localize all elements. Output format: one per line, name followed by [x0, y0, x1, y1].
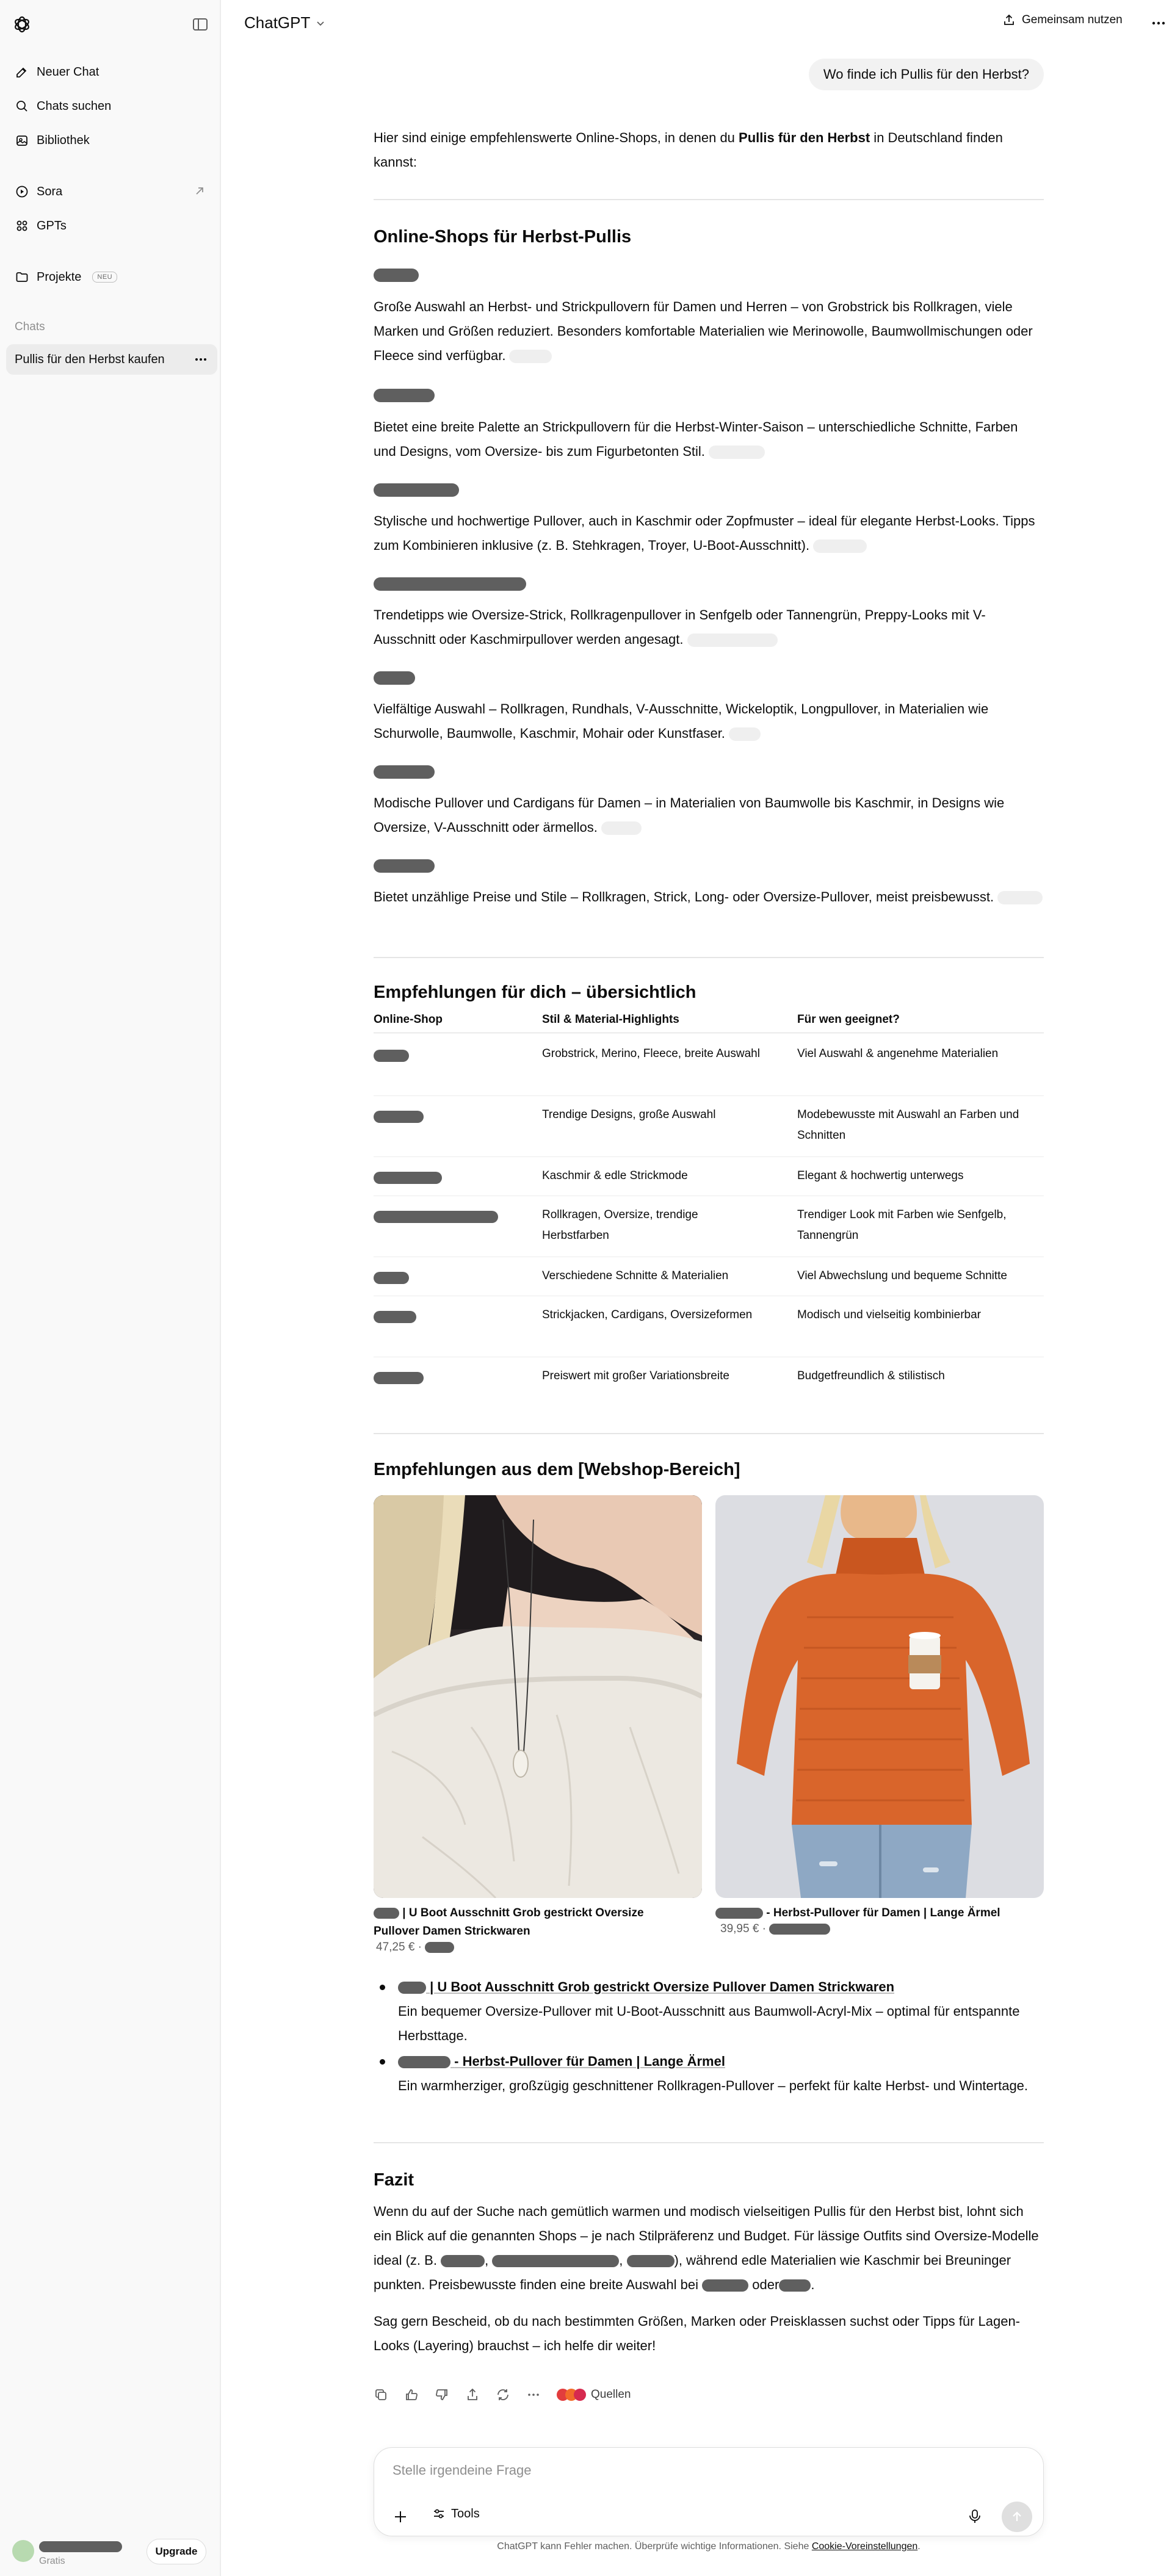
redacted-merchant — [769, 1924, 830, 1935]
intro-paragraph — [374, 126, 1044, 175]
search-icon — [15, 99, 29, 114]
table-header-style: Stil & Material-Highlights — [542, 1013, 679, 1026]
source-chip[interactable] — [729, 727, 761, 741]
sora-icon — [15, 184, 29, 199]
more-options-icon[interactable] — [1150, 15, 1167, 32]
new-badge: NEU — [92, 272, 117, 283]
regenerate-icon[interactable] — [496, 2387, 510, 2402]
source-chip[interactable] — [997, 891, 1043, 904]
message-composer — [374, 2447, 1044, 2536]
product-title[interactable] — [374, 1904, 691, 1941]
avatar[interactable] — [12, 2540, 34, 2562]
share-label: Gemeinsam nutzen — [1022, 13, 1123, 26]
sidebar-item-label: Bibliothek — [37, 133, 90, 147]
redacted-brand — [715, 1908, 763, 1919]
shop-description — [374, 885, 1044, 909]
table-cell-audience: Elegant & hochwertig unterwegs — [797, 1169, 964, 1182]
redacted-product-link[interactable] — [627, 2255, 675, 2267]
chat-title: Pullis für den Herbst kaufen — [15, 352, 165, 366]
disclaimer-end: . — [917, 2541, 921, 2552]
table-cell-audience: Viel Abwechslung und bequeme Schnitte — [797, 1269, 1008, 1282]
table-header-audience: Für wen geeignet? — [797, 1013, 900, 1026]
sidebar-item-library[interactable] — [6, 126, 215, 155]
plus-icon[interactable] — [391, 2508, 410, 2526]
shops-heading: Online-Shops für Herbst-Pullis — [374, 227, 632, 247]
prompt-input[interactable]: Stelle irgendeine Frage — [392, 2462, 532, 2478]
product-price-text: 47,25 € · — [376, 1941, 422, 1954]
source-favicon — [574, 2389, 586, 2401]
shop-text: Stylische und hochwertige Pullover, auch in Kaschmir oder Zopfmuster – ideal für elegante Herbst-Looks. Tipps zum Kombinieren inklusive (z. B. Stehkragen, Troyer, U-Boot-Ausschnitt). — [374, 513, 1035, 553]
table-row — [374, 1157, 1044, 1196]
share-icon — [1002, 13, 1016, 27]
upgrade-button[interactable]: Upgrade — [146, 2539, 206, 2564]
table-cell-style: Grobstrick, Merino, Fleece, breite Auswahl — [542, 1047, 760, 1060]
thumbs-up-icon[interactable] — [404, 2387, 419, 2402]
divider — [374, 957, 1044, 958]
model-name: ChatGPT — [244, 13, 311, 32]
list-item — [398, 1975, 1044, 2048]
table-row — [374, 1257, 1044, 1296]
redacted-shop-name[interactable] — [374, 577, 526, 591]
redacted-product-link[interactable] — [441, 2255, 485, 2267]
table-cell-style: Trendige Designs, große Auswahl — [542, 1108, 716, 1121]
webshop-heading: Empfehlungen aus dem [Webshop-Bereich] — [374, 1460, 740, 1479]
orange-sweater-image — [715, 1495, 1044, 1898]
table-row — [374, 1296, 1044, 1357]
shop-description — [374, 295, 1044, 368]
redacted-shop-name[interactable] — [374, 1372, 424, 1384]
closing-paragraph: Sag gern Bescheid, ob du nach bestimmten Größen, Marken oder Preisklassen suchst oder Tipps für Lagen-Looks (Layering) brauchst – ich helfe dir weiter! — [374, 2314, 1021, 2353]
redacted-shop-name[interactable] — [374, 389, 435, 402]
redacted-brand — [398, 2056, 450, 2068]
product-image[interactable] — [374, 1495, 702, 1898]
redacted-shop-name[interactable] — [374, 1111, 424, 1123]
sidebar-item-label: Projekte — [37, 270, 82, 284]
sidebar-toggle-icon[interactable] — [190, 15, 210, 34]
arrow-up-icon — [1010, 2510, 1024, 2524]
new-chat-icon — [15, 65, 29, 79]
shop-description — [374, 415, 1044, 464]
product-title[interactable] — [715, 1904, 1044, 1922]
shop-text: Bietet unzählige Preise und Stile – Rollkragen, Strick, Long- oder Oversize-Pullover, meist preisbewusst. — [374, 889, 994, 904]
intro-text: Hier sind einige empfehlenswerte Online-Shops, in denen du — [374, 130, 739, 145]
plan-label: Gratis — [39, 2556, 65, 2566]
table-row — [374, 1357, 1044, 1396]
shop-description — [374, 509, 1044, 558]
divider — [374, 2142, 1044, 2143]
table-cell-style: Preiswert mit großer Variationsbreite — [542, 1369, 729, 1382]
user-message: Wo finde ich Pullis für den Herbst? — [809, 59, 1044, 90]
table-cell-style: Verschiedene Schnitte & Materialien — [542, 1269, 729, 1282]
list-item — [398, 2049, 1044, 2098]
redacted-shop-name[interactable] — [374, 1172, 442, 1184]
tools-label: Tools — [451, 2506, 480, 2520]
sidebar-item-label: Neuer Chat — [37, 65, 99, 79]
more-options-icon[interactable] — [526, 2387, 541, 2402]
redacted-shop-link[interactable] — [779, 2279, 811, 2292]
model-selector[interactable] — [244, 13, 326, 32]
redacted-shop-link[interactable] — [702, 2279, 748, 2292]
send-button[interactable] — [1002, 2502, 1032, 2532]
sidebar-item-new-chat[interactable] — [6, 57, 215, 87]
redacted-product-link[interactable] — [492, 2255, 619, 2267]
sources-button[interactable] — [557, 2388, 631, 2401]
table-row — [374, 1035, 1044, 1096]
sidebar-item-gpts[interactable] — [6, 211, 215, 240]
product-link[interactable] — [398, 2054, 725, 2069]
sidebar-header — [0, 0, 221, 49]
fazit-paragraph: Wenn du auf der Suche nach gemütlich warmen und modisch vielseitigen Pullis für den Herbst bist, lohnt sich ein Blick auf die genannten Shops – je nach Stilpräferenz und Budget. Für lässige Outfits sind Oversize-Modelle ideal (z. B. , , ), während edle Materialien wie Kaschmir bei Breuninger punkten. Preisbewusste finden eine breite Auswahl bei oder . — [374, 2204, 1039, 2292]
redacted-shop-name[interactable] — [374, 859, 435, 873]
shop-text: Große Auswahl an Herbst- und Strickpullovern für Damen und Herren – von Grobstrick bis Rollkragen, viele Marken und Größen reduziert. Besonders komfortable Materialien wie Merinowolle, Baumwollmischungen oder Fleece sind verfügbar. — [374, 299, 1033, 363]
fazit-text: ), während edle Materialien wie Kaschmir bei Breuninger punkten. Preisbewusste finden eine breite Auswahl bei — [374, 2253, 1011, 2292]
sidebar-item-label: Sora — [37, 184, 63, 198]
share-button[interactable] — [1002, 13, 1123, 27]
library-icon — [15, 133, 29, 148]
product-price — [720, 1922, 830, 1936]
redacted-username — [39, 2541, 122, 2552]
folder-icon — [15, 270, 29, 284]
gpts-icon — [15, 218, 29, 233]
thumbs-down-icon[interactable] — [435, 2387, 449, 2402]
source-chip[interactable] — [687, 633, 778, 647]
table-cell-audience: Budgetfreundlich & stilistisch — [797, 1369, 945, 1382]
source-chip[interactable] — [813, 539, 867, 553]
openai-logo-icon[interactable] — [12, 15, 32, 34]
sidebar-item-label: GPTs — [37, 218, 67, 233]
product-title-text: | U Boot Ausschnitt Grob gestrickt Oversize Pullover Damen Strickwaren — [374, 1907, 644, 1938]
sidebar-item-projects[interactable] — [6, 262, 215, 292]
top-bar — [222, 0, 1172, 49]
chat-history-item[interactable] — [6, 344, 217, 375]
table-cell-audience: Trendiger Look mit Farben wie Senfgelb, Tannengrün — [797, 1208, 1007, 1242]
table-cell-style: Rollkragen, Oversize, trendige Herbstfarben — [542, 1208, 698, 1242]
product-price-text: 39,95 € · — [720, 1922, 766, 1935]
shop-text: Vielfältige Auswahl – Rollkragen, Rundhals, V-Ausschnitte, Wickeloptik, Longpullover, in Materialien wie Schurwolle, Baumwolle, Kaschmir, Mohair oder Kunstfaser. — [374, 701, 989, 741]
product-list — [398, 1975, 1044, 2099]
table-row — [374, 1096, 1044, 1157]
divider — [374, 199, 1044, 200]
table-heading: Empfehlungen für dich – übersichtlich — [374, 983, 696, 1002]
shop-description — [374, 603, 1044, 652]
product-price — [376, 1941, 454, 1954]
white-sweater-image — [374, 1495, 702, 1898]
cookie-settings-link[interactable]: Cookie-Voreinstellungen — [811, 2541, 918, 2552]
redacted-shop-name[interactable] — [374, 269, 419, 282]
sidebar-item-search[interactable] — [6, 92, 215, 121]
microphone-icon[interactable] — [966, 2508, 983, 2525]
account-footer[interactable] — [0, 2527, 221, 2575]
sidebar-item-label: Chats suchen — [37, 99, 112, 113]
redacted-shop-name[interactable] — [374, 1272, 409, 1284]
external-link-icon — [193, 184, 206, 198]
sidebar-item-sora[interactable] — [6, 177, 215, 206]
shop-description — [374, 791, 1044, 840]
copy-icon[interactable] — [374, 2387, 388, 2402]
divider — [374, 1433, 1044, 1434]
intro-text-end: in Deutschland finden kannst: — [374, 130, 1003, 170]
product-description: Ein warmherziger, großzügig geschnittener Rollkragen-Pullover – perfekt für kalte Herbst- und Wintertage. — [398, 2078, 1029, 2093]
source-chip[interactable] — [601, 821, 642, 835]
tools-button[interactable] — [432, 2506, 480, 2521]
sources-label: Quellen — [591, 2388, 631, 2401]
sidebar — [0, 0, 221, 2576]
fazit-text: oder — [752, 2277, 780, 2292]
redacted-shop-name[interactable] — [374, 483, 459, 497]
redacted-shop-name[interactable] — [374, 1211, 498, 1223]
shop-text: Modische Pullover und Cardigans für Damen – in Materialien von Baumwolle bis Kaschmir, in Designs wie Oversize, V-Ausschnitt oder ärmellos. — [374, 795, 1005, 835]
fazit-heading: Fazit — [374, 2170, 414, 2190]
product-description: Ein bequemer Oversize-Pullover mit U-Boot-Ausschnitt aus Baumwoll-Acryl-Mix – optimal für entspannte Herbsttage. — [398, 2004, 1020, 2043]
tools-icon — [432, 2506, 446, 2521]
intro-bold: Pullis für den Herbst — [739, 130, 870, 145]
fazit-text: Wenn du auf der Suche nach gemütlich warmen und modisch vielseitigen Pullis für den Herbst bist, lohnt sich ein Blick auf die genannten Shops – je nach Stilpräferenz und Budget. Für lässige Outfits sind Oversize-Modelle ideal (z. B. — [374, 2204, 1039, 2268]
table-cell-style: Strickjacken, Cardigans, Oversizeformen — [542, 1308, 753, 1321]
redacted-shop-name[interactable] — [374, 1050, 409, 1062]
source-chip[interactable] — [509, 350, 552, 363]
disclaimer — [374, 2541, 1044, 2552]
redacted-brand — [374, 1908, 399, 1919]
source-chip[interactable] — [709, 446, 765, 459]
shop-text: Bietet eine breite Palette an Strickpullovern für die Herbst-Winter-Saison – unterschiedliche Schnitte, Farben und Designs, vom Oversize- bis zum Figurbetonten Stil. — [374, 419, 1018, 459]
shop-description — [374, 697, 1044, 746]
product-image[interactable] — [715, 1495, 1044, 1898]
chats-section-label: Chats — [15, 320, 45, 333]
more-options-icon[interactable] — [193, 352, 209, 367]
share-icon[interactable] — [465, 2387, 480, 2402]
table-cell-style: Kaschmir & edle Strickmode — [542, 1169, 688, 1182]
table-row — [374, 1196, 1044, 1257]
shop-text: Trendetipps wie Oversize-Strick, Rollkragenpullover in Senfgelb oder Tannengrün, Preppy-Looks mit V-Ausschnitt oder Kaschmirpullover werden angesagt. — [374, 607, 986, 647]
redacted-shop-name[interactable] — [374, 1311, 416, 1323]
redacted-brand — [398, 1982, 426, 1994]
redacted-shop-name[interactable] — [374, 765, 435, 779]
product-title-text: - Herbst-Pullover für Damen | Lange Ärmel — [766, 1907, 1000, 1919]
chevron-down-icon — [315, 18, 326, 29]
product-link-text: | U Boot Ausschnitt Grob gestrickt Oversize Pullover Damen Strickwaren — [430, 1979, 895, 1994]
product-link[interactable] — [398, 1979, 894, 1994]
message-actions — [374, 2384, 631, 2406]
table-cell-audience: Modisch und vielseitig kombinierbar — [797, 1308, 981, 1321]
redacted-shop-name[interactable] — [374, 671, 415, 685]
table-cell-audience: Modebewusste mit Auswahl an Farben und Schnitten — [797, 1108, 1019, 1142]
redacted-merchant — [425, 1942, 454, 1953]
table-header-shop: Online-Shop — [374, 1013, 443, 1026]
product-link-text: - Herbst-Pullover für Damen | Lange Ärmel — [454, 2054, 725, 2069]
table-cell-audience: Viel Auswahl & angenehme Materialien — [797, 1047, 999, 1060]
disclaimer-text: ChatGPT kann Fehler machen. Überprüfe wichtige Informationen. Siehe — [497, 2541, 812, 2552]
